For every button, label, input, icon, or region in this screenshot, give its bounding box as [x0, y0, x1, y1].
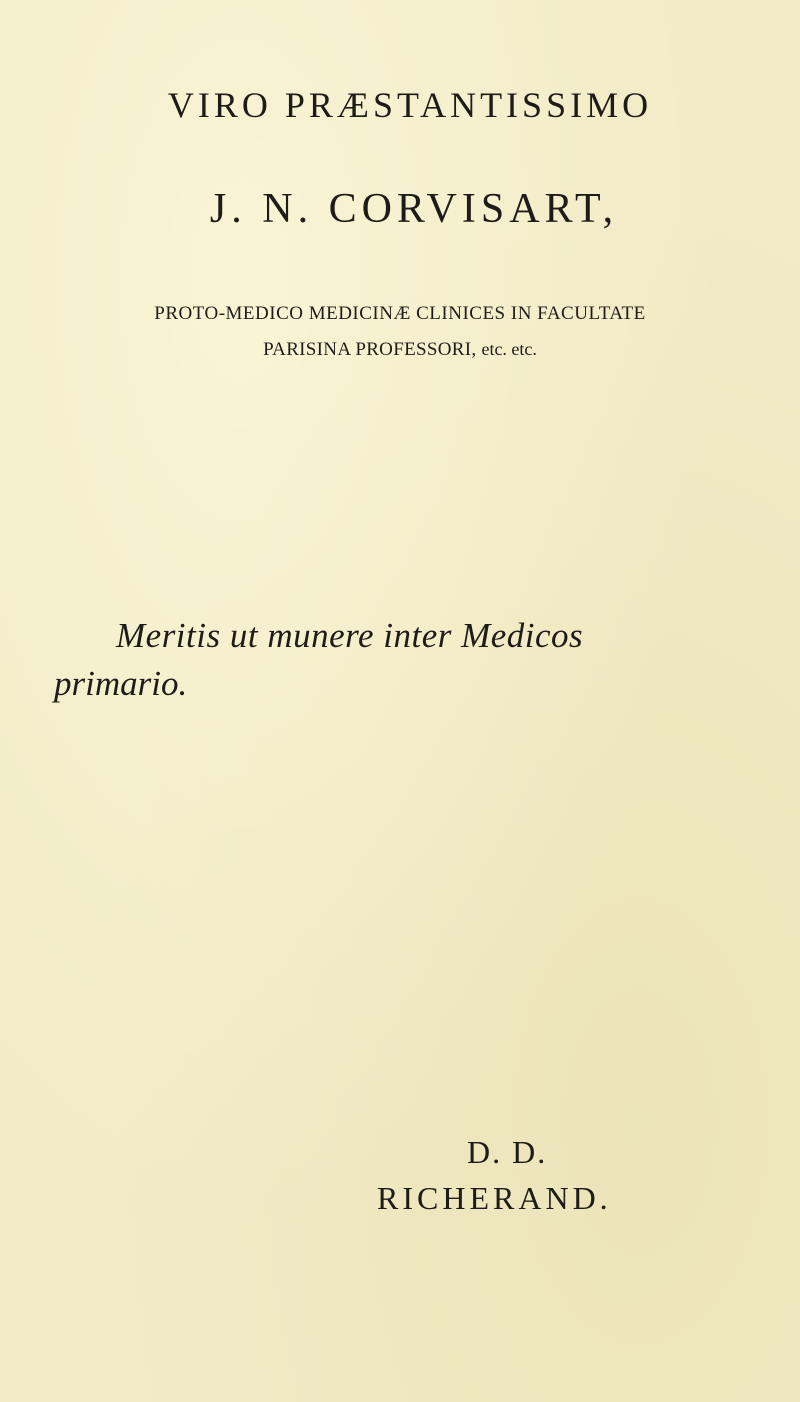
signature-name: RICHERAND. — [377, 1180, 612, 1216]
dedicatee-title-main: PARISINA PROFESSORI, — [263, 339, 477, 360]
dedicatee-title-line-2 — [0, 339, 800, 361]
dedicatee-title-etc: etc. etc. — [481, 339, 537, 359]
dedicatee-name: J. N. CORVISART, — [209, 186, 619, 232]
motto-line-2: primario. — [54, 664, 188, 703]
dedicatee-title-line-1: PROTO-MEDICO MEDICINÆ CLINICES IN FACULTATE — [154, 303, 646, 324]
dedication-heading: VIRO PRÆSTANTISSIMO — [167, 85, 653, 125]
signature-initials: D. D. — [467, 1134, 548, 1170]
motto-line-1: Meritis ut munere inter Medicos — [116, 616, 584, 655]
